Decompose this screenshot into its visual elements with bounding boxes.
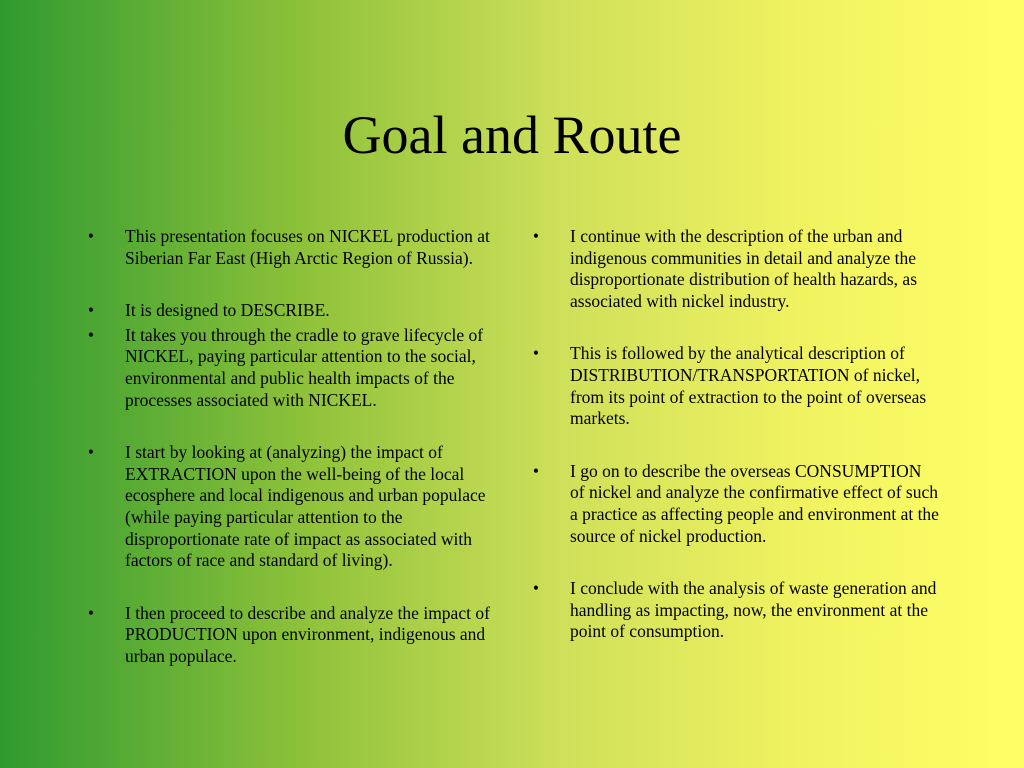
- bullet-icon: •: [87, 442, 95, 463]
- bullet-icon: •: [87, 226, 95, 246]
- bullet-icon: •: [87, 602, 95, 623]
- bullet-item: [530, 343, 940, 429]
- bullet-text: I then proceed to describe and analyze the impact of PRODUCTION upon environment, indigenous and urban populace.: [125, 602, 490, 666]
- bullet-item: [85, 442, 495, 572]
- bullet-item: [530, 578, 940, 643]
- bullet-text: This presentation focuses on NICKEL production at Siberian Far East (High Arctic Region of Russia).: [125, 226, 490, 268]
- bullet-item: [85, 300, 495, 322]
- bullet-item: [85, 603, 495, 668]
- bullet-text: I continue with the description of the urban and indigenous communities in detail and analyze the disproportionate distribution of health hazards, as associated with nickel industry.: [570, 226, 918, 311]
- bullet-item: [530, 461, 940, 547]
- bullet-icon: •: [532, 578, 540, 599]
- bullet-icon: •: [87, 300, 95, 321]
- bullet-text: It is designed to DESCRIBE.: [125, 300, 330, 321]
- bullet-icon: •: [532, 343, 540, 364]
- bullet-text: It takes you through the cradle to grave lifecycle of NICKEL, paying particular attention to the social, environmental and public health impacts of the processes associated with NICKEL.: [125, 324, 484, 410]
- slide-title: Goal and Route: [342, 105, 682, 165]
- bullet-item: [530, 226, 940, 312]
- left-column: [85, 226, 495, 668]
- bullet-icon: •: [87, 324, 95, 345]
- bullet-text: I go on to describe the overseas CONSUMPTION of nickel and analyze the confirmative effect of such a practice as affecting people and environment at the source of nickel production.: [570, 460, 939, 546]
- right-column: [530, 226, 940, 643]
- bullet-text: This is followed by the analytical description of DISTRIBUTION/TRANSPORTATION of nickel, from its point of extraction to the point of overseas markets.: [570, 343, 927, 429]
- bullet-item: [85, 226, 495, 269]
- bullet-text: I start by looking at (analyzing) the impact of EXTRACTION upon the well-being of the local ecosphere and local indigenous and urban populace (while paying particular attention to the disproportionate rate of impact as associated with factors of race and standard of living).: [125, 442, 486, 571]
- bullet-text: I conclude with the analysis of waste generation and handling as impacting, now, the environment at the point of consumption.: [570, 578, 937, 642]
- bullet-icon: •: [532, 226, 540, 246]
- bullet-icon: •: [532, 460, 540, 481]
- bullet-item: [85, 325, 495, 411]
